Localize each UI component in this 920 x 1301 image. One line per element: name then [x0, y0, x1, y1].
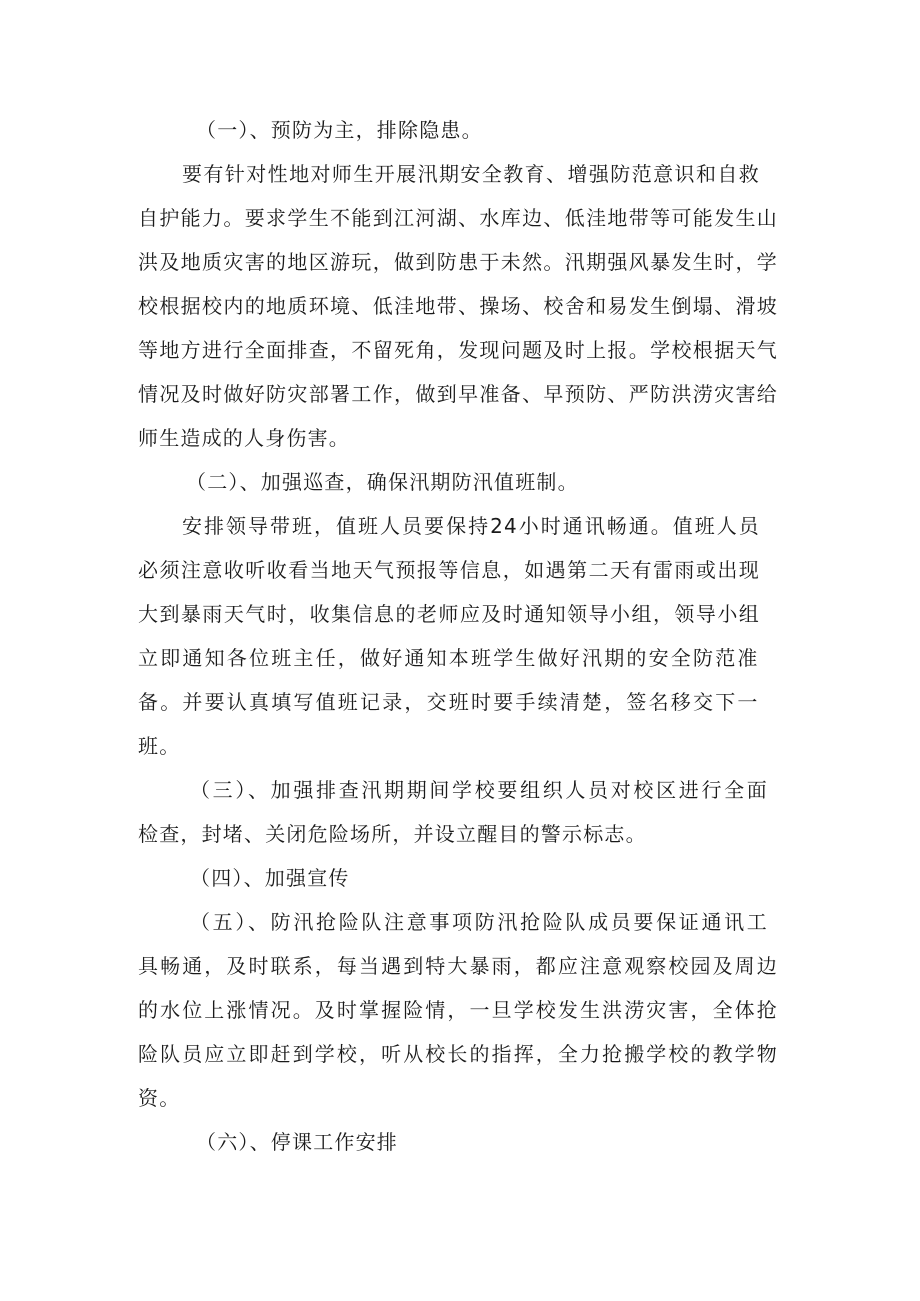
paragraph-line: 安排领导带班，值班人员要保持24小时通讯畅通。值班人员: [182, 514, 760, 538]
heading-5: （五）、防汛抢险队注意事项防汛抢险队成员要保证通讯工: [190, 910, 768, 934]
paragraph-line: 师生造成的人身伤害。: [138, 426, 350, 450]
paragraph-line: 具畅通，及时联系，每当遇到特大暴雨，都应注意观察校园及周边: [138, 954, 778, 978]
paragraph-line: 大到暴雨天气时，收集信息的老师应及时通知领导小组，领导小组: [138, 602, 760, 626]
paragraph-line: 检查，封堵、关闭危险场所，并设立醒目的警示标志。: [138, 822, 647, 846]
paragraph-line: 的水位上涨情况。及时掌握险情，一旦学校发生洪涝灾害，全体抢: [138, 998, 778, 1022]
paragraph-line: 洪及地质灾害的地区游玩，做到防患于未然。汛期强风暴发生时，学: [138, 250, 778, 274]
heading-1: （一）、预防为主，排除隐患。: [196, 118, 483, 142]
paragraph-line: 自护能力。要求学生不能到江河湖、水库边、低洼地带等可能发生山: [138, 206, 778, 230]
paragraph-line: 等地方进行全面排查，不留死角，发现问题及时上报。学校根据天气: [138, 338, 778, 362]
paragraph-line: 要有针对性地对师生开展汛期安全教育、增强防范意识和自救: [182, 162, 760, 186]
heading-4: （四）、加强宣传: [190, 866, 350, 890]
paragraph-line: 资。: [138, 1086, 181, 1110]
heading-2: （二）、加强巡查，确保汛期防汛值班制。: [186, 470, 579, 494]
paragraph-line: 情况及时做好防灾部署工作，做到早准备、早预防、严防洪涝灾害给: [138, 382, 778, 406]
paragraph-line: 备。并要认真填写值班记录，交班时要手续清楚，签名移交下一: [138, 690, 760, 714]
paragraph-line: 险队员应立即赶到学校，听从校长的指挥，全力抢搬学校的教学物: [138, 1042, 778, 1066]
heading-3: （三）、加强排查汛期期间学校要组织人员对校区进行全面: [190, 778, 768, 802]
paragraph-line: 立即通知各位班主任，做好通知本班学生做好汛期的安全防范准: [138, 646, 760, 670]
paragraph-line: 必须注意收听收看当地天气预报等信息，如遇第二天有雷雨或出现: [138, 558, 760, 582]
paragraph-line: 班。: [138, 734, 181, 758]
paragraph-line: 校根据校内的地质环境、低洼地带、操场、校舍和易发生倒塌、滑坡: [138, 294, 778, 318]
heading-6: （六）、停课工作安排: [196, 1130, 398, 1154]
